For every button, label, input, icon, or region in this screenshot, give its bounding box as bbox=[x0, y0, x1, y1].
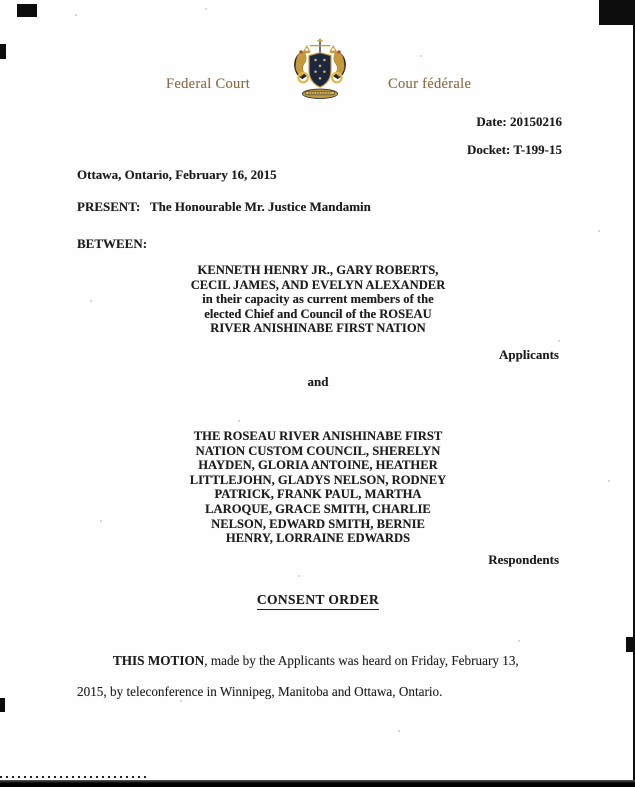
date-line: Date: 20150216 bbox=[476, 114, 562, 129]
scan-artifact-left-edge bbox=[0, 44, 6, 59]
scan-artifact-right-edge bbox=[626, 637, 633, 652]
respondents-line: LITTLEJOHN, GLADYS NELSON, RODNEY bbox=[189, 472, 447, 487]
applicants-line: RIVER ANISHINABE FIRST NATION bbox=[210, 321, 426, 336]
order-paragraph-text: , made by the Applicants was heard on Friday, February 13, 2015, by teleconference in Winnipeg, Manitoba and Ottawa, Ontario. bbox=[77, 653, 519, 699]
respondents-line: HENRY, LORRAINE EDWARDS bbox=[225, 531, 411, 546]
scan-artifact-bottom-left bbox=[0, 698, 5, 712]
scan-artifact-bottom-dotted-line bbox=[0, 776, 150, 778]
federal-court-coat-of-arms-icon bbox=[282, 38, 358, 104]
applicants-line: KENNETH HENRY JR., GARY ROBERTS, bbox=[197, 263, 439, 277]
order-heading-row bbox=[77, 591, 559, 610]
scan-artifact-top-right bbox=[599, 0, 635, 25]
respondents-line: HAYDEN, GLORIA ANTOINE, HEATHER bbox=[198, 458, 438, 473]
applicants-line: in their capacity as current members of the bbox=[202, 292, 434, 307]
applicants-line: CECIL JAMES, AND EVELYN ALEXANDER bbox=[190, 277, 446, 292]
between-label: BETWEEN: bbox=[77, 236, 148, 251]
scan-artifact-bottom-bar bbox=[0, 780, 635, 787]
respondents-line: THE ROSEAU RIVER ANISHINABE FIRST bbox=[193, 429, 443, 443]
federal-court-title-fr: Cour fédérale bbox=[388, 76, 472, 92]
applicants-role-label: Applicants bbox=[499, 347, 559, 362]
applicants-line: elected Chief and Council of the ROSEAU bbox=[204, 306, 432, 321]
respondents-line: NATION CUSTOM COUNCIL, SHERELYN bbox=[195, 443, 441, 458]
respondents-role-label: Respondents bbox=[488, 552, 559, 567]
this-motion-lead: THIS MOTION bbox=[113, 653, 205, 668]
respondents-party-block bbox=[77, 429, 559, 546]
consent-order-heading: CONSENT ORDER bbox=[257, 592, 379, 610]
present-label: PRESENT: bbox=[77, 199, 141, 214]
order-body-paragraph bbox=[77, 645, 549, 707]
respondents-line: NELSON, EDWARD SMITH, BERNIE bbox=[211, 516, 425, 531]
scan-speckles bbox=[75, 14, 77, 16]
docket-line: Docket: T-199-15 bbox=[467, 142, 562, 157]
judge-name: The Honourable Mr. Justice Mandamin bbox=[150, 199, 371, 214]
conjunction-and: and bbox=[307, 374, 329, 389]
respondents-line: PATRICK, FRANK PAUL, MARTHA bbox=[214, 487, 422, 502]
respondents-line: LAROQUE, GRACE SMITH, CHARLIE bbox=[205, 501, 431, 516]
location-date-line: Ottawa, Ontario, February 16, 2015 bbox=[77, 167, 277, 182]
applicants-party-block bbox=[77, 263, 559, 336]
scan-artifact-top-left bbox=[17, 4, 37, 17]
federal-court-title-en: Federal Court bbox=[166, 76, 251, 92]
presiding-judge-line bbox=[77, 199, 371, 215]
